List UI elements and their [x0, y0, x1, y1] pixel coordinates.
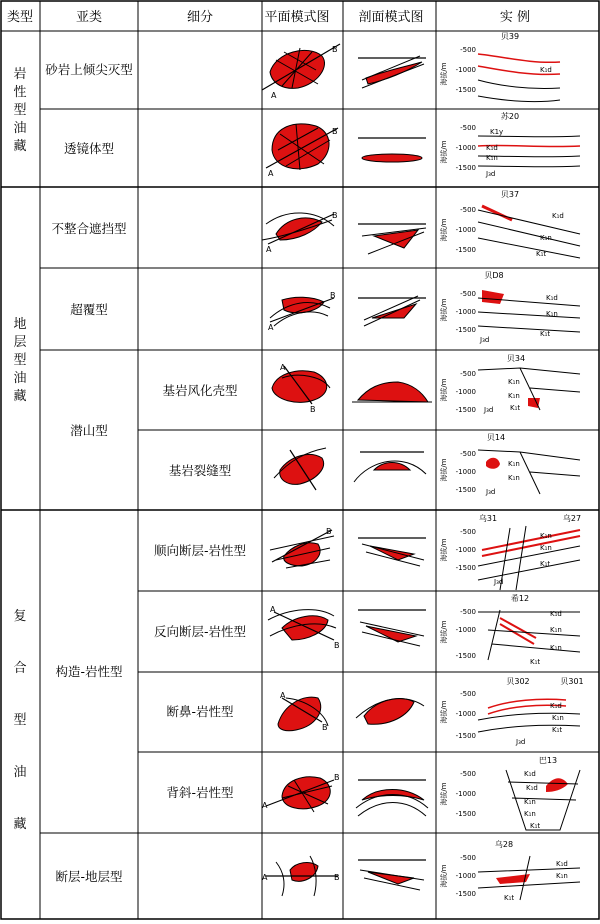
tick: -500	[460, 690, 476, 698]
strata-label: K₁n	[540, 234, 552, 242]
header-row	[7, 9, 530, 25]
tick: -1000	[455, 710, 476, 718]
section-sketch-lens	[358, 138, 426, 162]
strata-label: K₁n	[524, 798, 536, 806]
strata-label: K₁d	[550, 610, 562, 618]
example-r2	[439, 190, 580, 258]
plan-sketch-fracture	[274, 448, 326, 490]
strata-label: K₁n	[508, 392, 520, 400]
detail-label: 基岩裂缝型	[168, 463, 232, 478]
well-name: 巴13	[538, 756, 558, 765]
strata-label: K₁d	[550, 702, 562, 710]
well-name: 贝39	[500, 32, 520, 41]
example-r3	[439, 271, 580, 344]
tick: -1500	[455, 246, 476, 254]
tick: -500	[460, 46, 476, 54]
type-char: 藏	[13, 139, 27, 154]
strata-label: K₁t	[552, 726, 563, 734]
axis-ylabel: 海拔/m	[440, 620, 448, 644]
marker-a: A	[262, 801, 268, 810]
marker-b: B	[334, 873, 340, 882]
strata-label: K₁n	[508, 378, 520, 386]
axis-ylabel: 海拔/m	[440, 298, 448, 322]
strata-label: K₁n	[508, 460, 520, 468]
axis-ylabel: 海拔/m	[440, 218, 448, 242]
header-section: 剖面模式图	[358, 10, 424, 25]
type-lithologic	[13, 66, 26, 154]
type-column	[13, 66, 26, 832]
strata-label: K₁d	[486, 144, 498, 152]
type-char: 藏	[13, 817, 27, 832]
section-sketch-antithetic-fault	[358, 610, 426, 646]
type-char: 型	[13, 713, 27, 728]
example-r8	[439, 677, 584, 746]
strata-label: K₁n	[540, 532, 552, 540]
strata-label: J₃d	[486, 170, 496, 178]
header-subtype: 亚类	[75, 10, 103, 25]
header-type: 类型	[6, 10, 34, 25]
well-name: 贝302	[506, 677, 530, 686]
plan-sketch-anticline	[262, 773, 340, 812]
axis-ylabel: 海拔/m	[440, 538, 448, 562]
tick: -1500	[455, 732, 476, 740]
header-detail: 细分	[186, 10, 214, 25]
tick: -500	[460, 124, 476, 132]
subtype-column	[45, 62, 133, 884]
section-sketch-unconformity	[358, 224, 426, 254]
well-name: 乌28	[494, 840, 514, 849]
section-sketch-fault-stratigraphic	[358, 860, 426, 890]
marker-b: B	[332, 45, 338, 54]
tick: -1000	[455, 872, 476, 880]
strata-label: K₁d	[526, 784, 538, 792]
tick: -500	[460, 770, 476, 778]
marker-a: A	[262, 873, 268, 882]
section-sketch-fault-nose	[356, 698, 424, 724]
marker-b: B	[332, 211, 338, 220]
subtype-label: 构造-岩性型	[55, 664, 123, 679]
type-char: 地	[13, 317, 27, 332]
tick: -1500	[455, 406, 476, 414]
marker-b: B	[310, 405, 316, 414]
marker-b: B	[334, 641, 340, 650]
tick: -500	[460, 854, 476, 862]
type-char: 层	[13, 335, 27, 350]
plan-sketch-antithetic-fault	[268, 605, 340, 650]
axis-ylabel: 海拔/m	[440, 458, 448, 482]
strata-label: J₃d	[516, 738, 526, 746]
example-r1	[439, 111, 580, 178]
tick: -500	[460, 608, 476, 616]
marker-a: A	[271, 91, 277, 100]
marker-b: B	[332, 127, 338, 136]
plan-view-column	[262, 44, 340, 896]
example-r4	[439, 354, 580, 414]
strata-label: J₃d	[494, 578, 504, 586]
tick: -1000	[455, 790, 476, 798]
strata-label: J₃d	[486, 488, 496, 496]
header-example: 实 例	[499, 10, 531, 25]
strata-label: K₁t	[530, 822, 541, 830]
subtype-label: 透镜体型	[63, 141, 115, 156]
tick: -1500	[455, 564, 476, 572]
type-char: 复	[13, 609, 27, 624]
type-char: 型	[13, 353, 27, 368]
marker-a: A	[268, 169, 274, 178]
tick: -1000	[455, 626, 476, 634]
strata-label: K₁n	[508, 474, 520, 482]
strata-label: J₃d	[484, 406, 494, 414]
well-name: 贝34	[506, 354, 526, 363]
header-plan: 平面模式图	[264, 10, 330, 25]
well-name: 希12	[510, 594, 530, 603]
plan-sketch-updip-pinchout	[262, 44, 340, 100]
marker-a: A	[280, 363, 286, 372]
detail-label: 反向断层-岩性型	[153, 624, 247, 639]
example-column	[439, 32, 584, 902]
detail-label: 断鼻-岩性型	[166, 704, 234, 719]
marker-a: A	[280, 691, 286, 700]
type-stratigraphic	[13, 316, 26, 404]
tick: -1500	[455, 652, 476, 660]
type-composite	[13, 609, 26, 832]
detail-label: 基岩风化壳型	[162, 383, 238, 398]
well-name-2: 贝301	[560, 677, 584, 686]
example-r9	[439, 756, 580, 830]
strata-label: K₁t	[540, 330, 551, 338]
type-char: 型	[13, 103, 27, 118]
marker-a: A	[270, 605, 276, 614]
strata-label: K₁n	[550, 626, 562, 634]
strata-label: K₁n	[486, 154, 498, 162]
strata-label: K₁t	[540, 560, 551, 568]
plan-sketch-onlap	[268, 291, 336, 332]
tick: -500	[460, 528, 476, 536]
plan-sketch-fault-stratigraphic	[262, 856, 340, 896]
tick: -1500	[455, 486, 476, 494]
tick: -1500	[455, 86, 476, 94]
detail-label: 背斜-岩性型	[166, 785, 234, 800]
strata-label: K₁d	[540, 66, 552, 74]
axis-ylabel: 海拔/m	[440, 700, 448, 724]
example-r5	[439, 433, 580, 496]
tick: -500	[460, 370, 476, 378]
type-char: 合	[13, 661, 27, 676]
example-r6	[439, 513, 581, 590]
well-name: 苏20	[500, 112, 520, 121]
subtype-label: 超覆型	[70, 302, 108, 317]
axis-ylabel: 海拔/m	[440, 378, 448, 402]
plan-sketch-synthetic-fault	[270, 527, 334, 568]
detail-label: 顺向断层-岩性型	[153, 543, 247, 558]
type-char: 油	[13, 371, 27, 386]
strata-label: K₁d	[556, 860, 568, 868]
marker-a: A	[268, 323, 274, 332]
section-sketch-synthetic-fault	[358, 538, 426, 566]
plan-sketch-weathered-crust	[272, 363, 330, 414]
marker-b: B	[330, 291, 336, 300]
strata-label: K₁d	[546, 294, 558, 302]
strata-label: K₁d	[524, 770, 536, 778]
axis-ylabel: 海拔/m	[440, 62, 448, 86]
tick: -1500	[455, 810, 476, 818]
tick: -1000	[455, 546, 476, 554]
example-r7	[439, 593, 580, 666]
section-sketch-onlap	[358, 296, 426, 326]
strata-label: K₁n	[546, 310, 558, 318]
strata-label: K₁n	[524, 810, 536, 818]
well-name: 乌31	[478, 514, 498, 523]
tick: -1000	[455, 226, 476, 234]
example-r0	[439, 32, 560, 102]
marker-b: B	[322, 723, 328, 732]
plan-sketch-lens	[266, 124, 338, 178]
strata-label: K₁n	[556, 872, 568, 880]
section-sketch-updip-pinchout	[358, 56, 426, 88]
strata-label: K₁d	[552, 212, 564, 220]
tick: -1500	[455, 890, 476, 898]
section-sketch-fracture	[354, 452, 426, 482]
strata-label: K₁t	[510, 404, 521, 412]
marker-b: B	[326, 527, 332, 536]
type-char: 油	[13, 121, 27, 136]
type-char: 藏	[13, 389, 27, 404]
tick: -1000	[455, 308, 476, 316]
section-sketch-anticline	[356, 780, 428, 816]
strata-label: K₁n	[552, 714, 564, 722]
tick: -500	[460, 450, 476, 458]
tick: -1000	[455, 388, 476, 396]
axis-ylabel: 海拔/m	[440, 864, 448, 888]
tick: -500	[460, 206, 476, 214]
strata-label: K₁n	[550, 644, 562, 652]
strata-label: K₁t	[536, 250, 547, 258]
subtype-label: 不整合遮挡型	[51, 221, 127, 236]
tick: -1000	[455, 66, 476, 74]
plan-sketch-unconformity	[262, 211, 338, 254]
subtype-label: 潜山型	[70, 423, 108, 438]
strata-label: K₁t	[504, 894, 515, 902]
axis-ylabel: 海拔/m	[440, 782, 448, 806]
strata-label: K1y	[490, 128, 504, 136]
subtype-label: 砂岩上倾尖灭型	[45, 62, 133, 77]
section-view-column	[352, 56, 432, 890]
strata-label: K₁t	[530, 658, 541, 666]
tick: -1000	[455, 468, 476, 476]
type-char: 油	[13, 765, 27, 780]
type-char: 性	[13, 85, 27, 100]
well-name: 贝D8	[484, 271, 504, 280]
marker-a: A	[266, 245, 272, 254]
subtype-label: 断层-地层型	[55, 869, 123, 884]
axis-ylabel: 海拔/m	[440, 140, 448, 164]
tick: -1500	[455, 164, 476, 172]
tick: -1000	[455, 144, 476, 152]
strata-label: J₃d	[480, 336, 490, 344]
example-r10	[439, 839, 580, 902]
type-char: 岩	[13, 67, 27, 82]
strata-label: K₁n	[540, 544, 552, 552]
marker-b: B	[334, 773, 340, 782]
well-name: 贝14	[486, 433, 506, 442]
well-name: 贝37	[500, 190, 520, 199]
tick: -500	[460, 290, 476, 298]
tick: -1500	[455, 326, 476, 334]
well-name-2: 乌27	[562, 514, 582, 523]
plan-sketch-fault-nose	[278, 691, 328, 732]
section-sketch-weathered-crust	[352, 382, 432, 402]
